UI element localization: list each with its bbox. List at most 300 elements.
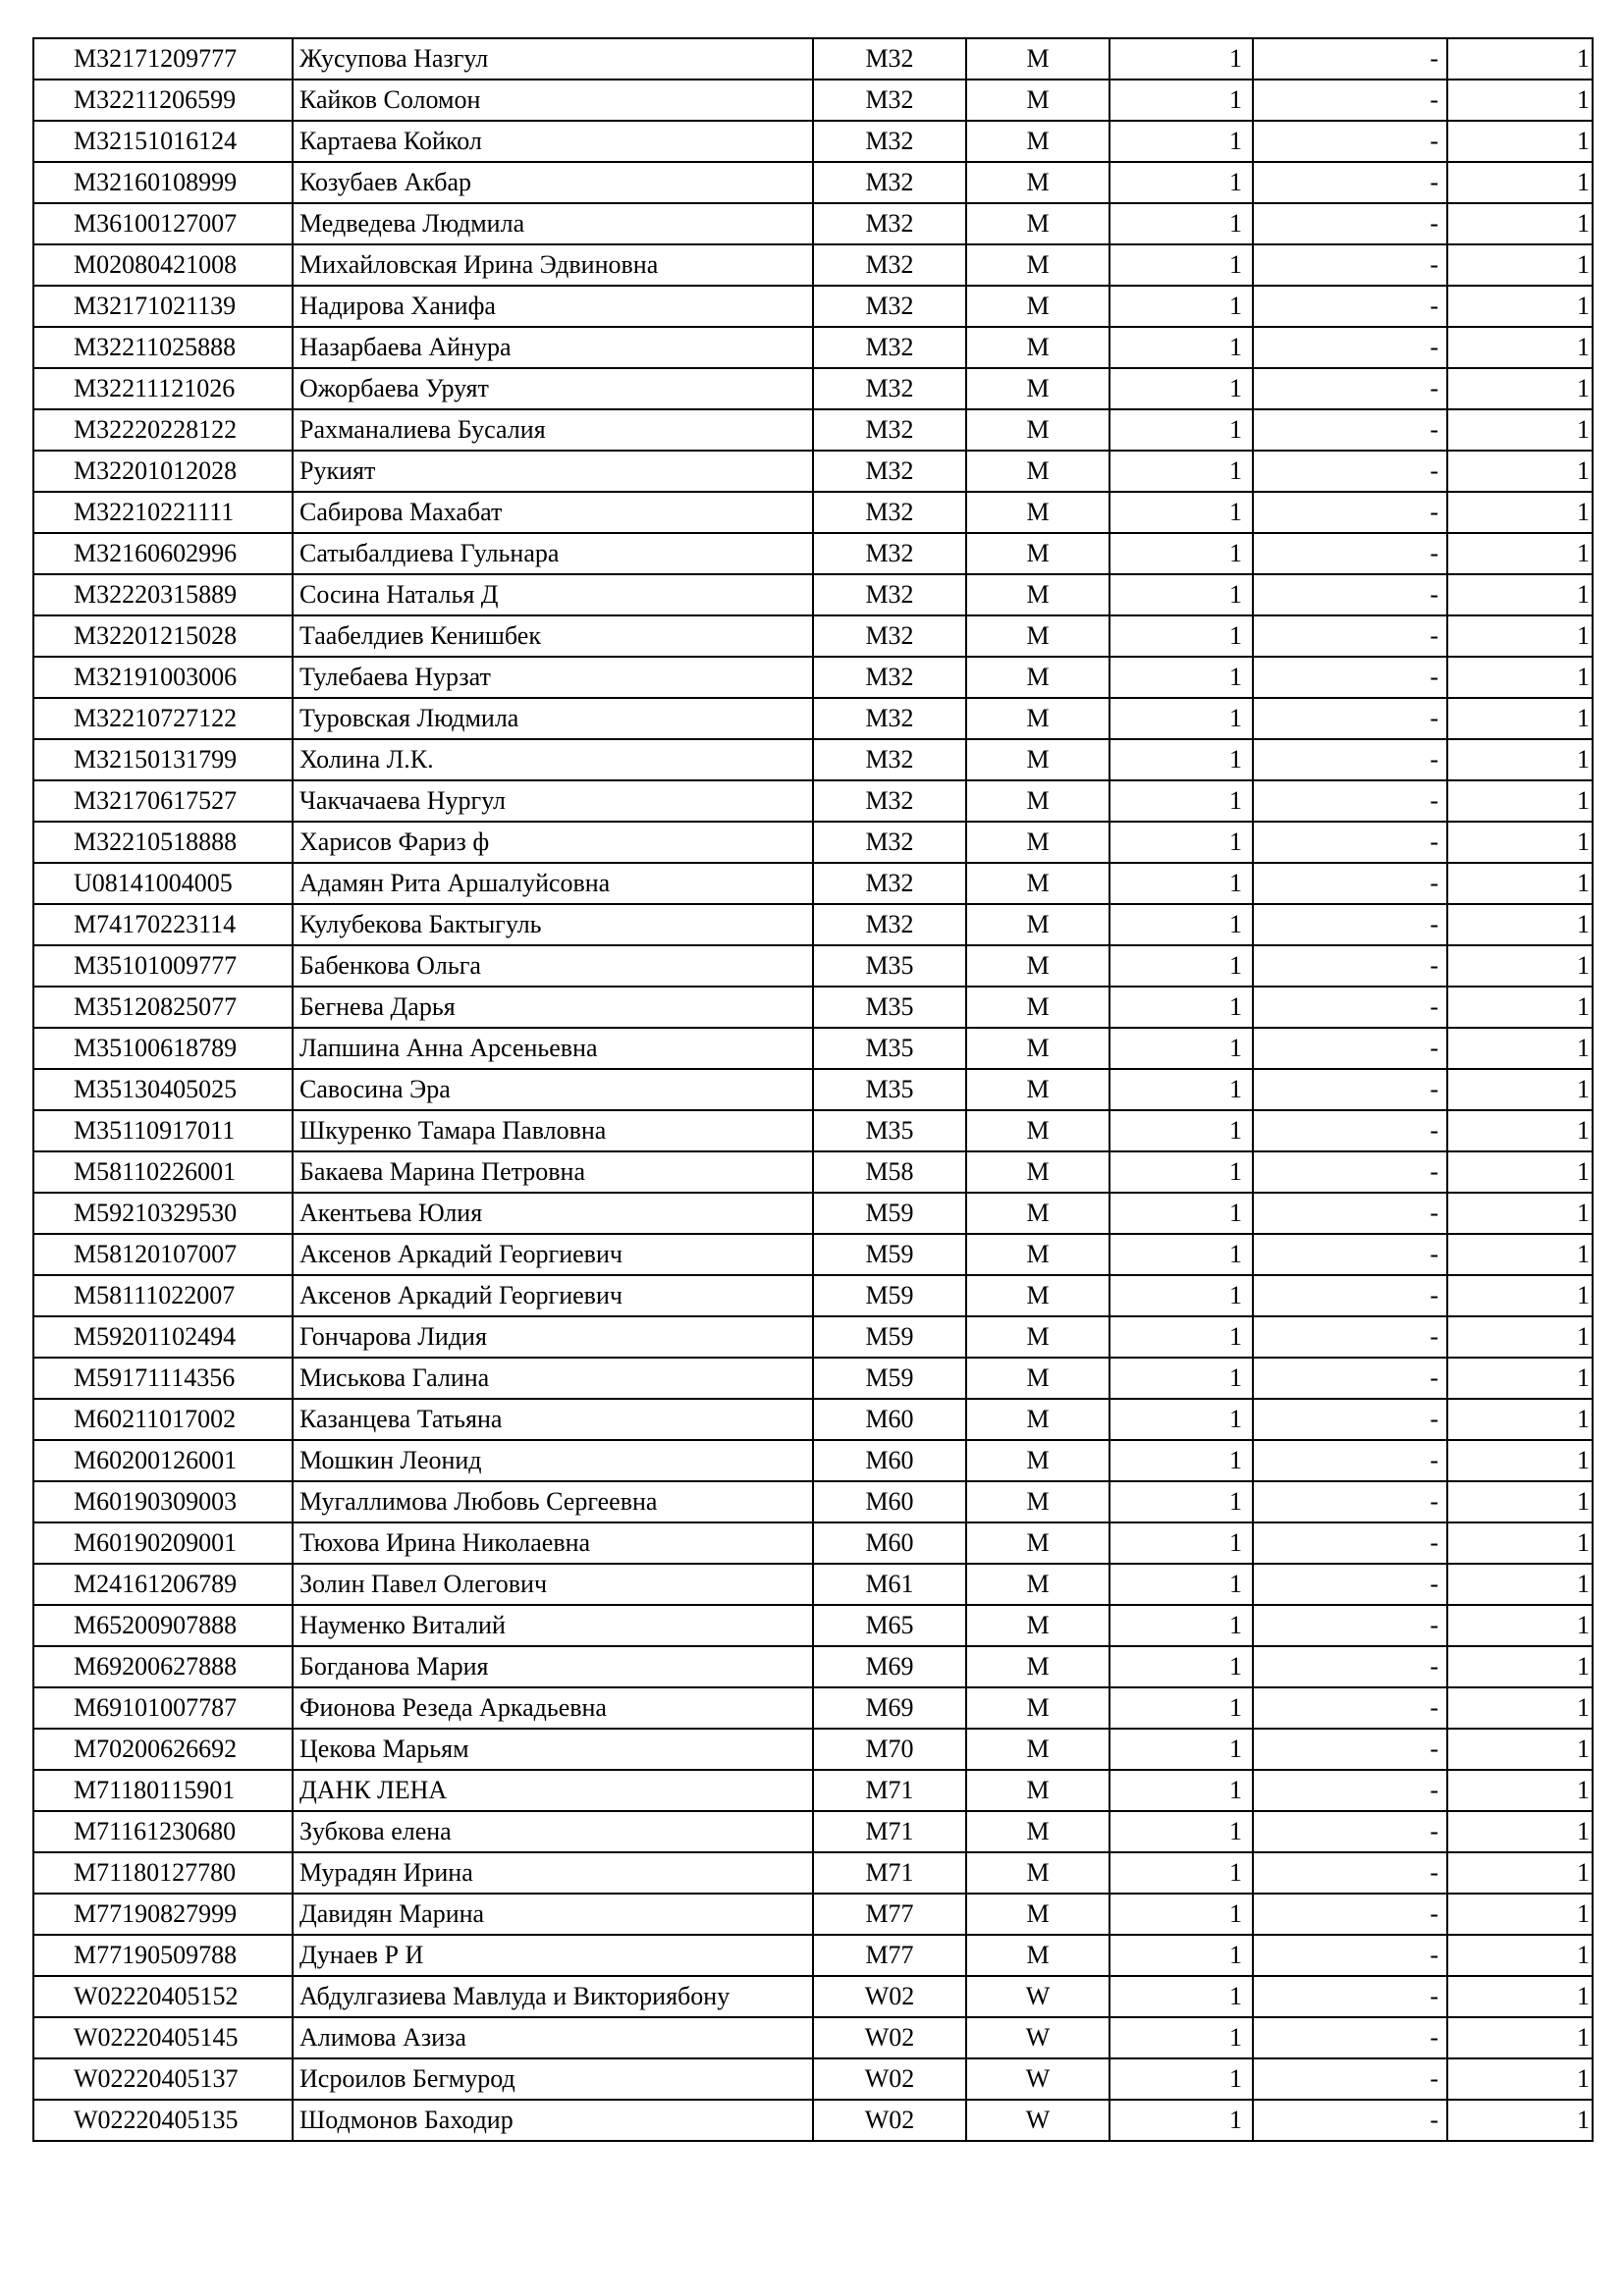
name-cell: Гончарова Лидия <box>293 1316 813 1358</box>
table-row <box>33 657 1593 698</box>
type-cell: M <box>966 1234 1110 1275</box>
dash-cell: - <box>1253 739 1447 780</box>
id-code-cell: M58111022007 <box>33 1275 293 1316</box>
type-cell: M <box>966 1399 1110 1440</box>
dash-cell: - <box>1253 1440 1447 1481</box>
group-cell: M32 <box>813 904 966 945</box>
type-cell: M <box>966 1811 1110 1852</box>
type-cell: M <box>966 1729 1110 1770</box>
id-code-cell: M35100618789 <box>33 1028 293 1069</box>
quantity-cell: 1 <box>1110 615 1253 657</box>
table-row <box>33 1894 1593 1935</box>
total-cell: 1 <box>1447 1440 1593 1481</box>
total-cell: 1 <box>1447 1110 1593 1151</box>
type-cell: M <box>966 162 1110 203</box>
table-row <box>33 904 1593 945</box>
name-cell: ДАНК ЛЕНА <box>293 1770 813 1811</box>
dash-cell: - <box>1253 1481 1447 1522</box>
name-cell: Жусупова Назгул <box>293 38 813 80</box>
id-code-cell: M32171209777 <box>33 38 293 80</box>
type-cell: M <box>966 1605 1110 1646</box>
table-row <box>33 574 1593 615</box>
total-cell: 1 <box>1447 987 1593 1028</box>
table-row <box>33 1399 1593 1440</box>
table-row <box>33 1852 1593 1894</box>
quantity-cell: 1 <box>1110 451 1253 492</box>
name-cell: Лапшина Анна Арсеньевна <box>293 1028 813 1069</box>
type-cell: M <box>966 698 1110 739</box>
type-cell: M <box>966 121 1110 162</box>
id-code-cell: M70200626692 <box>33 1729 293 1770</box>
name-cell: Кайков Соломон <box>293 80 813 121</box>
quantity-cell: 1 <box>1110 945 1253 987</box>
type-cell: M <box>966 1687 1110 1729</box>
quantity-cell: 1 <box>1110 1894 1253 1935</box>
quantity-cell: 1 <box>1110 863 1253 904</box>
name-cell: Тюхова Ирина Николаевна <box>293 1522 813 1564</box>
table-row <box>33 1193 1593 1234</box>
group-cell: M32 <box>813 162 966 203</box>
id-code-cell: M32170617527 <box>33 780 293 822</box>
id-code-cell: W02220405135 <box>33 2100 293 2141</box>
dash-cell: - <box>1253 987 1447 1028</box>
quantity-cell: 1 <box>1110 904 1253 945</box>
total-cell: 1 <box>1447 780 1593 822</box>
total-cell: 1 <box>1447 1935 1593 1976</box>
id-code-cell: M32211025888 <box>33 327 293 368</box>
id-code-cell: M60190309003 <box>33 1481 293 1522</box>
table-row <box>33 1440 1593 1481</box>
name-cell: Козубаев Акбар <box>293 162 813 203</box>
dash-cell: - <box>1253 1028 1447 1069</box>
table-row <box>33 945 1593 987</box>
table-row <box>33 1151 1593 1193</box>
group-cell: M35 <box>813 1028 966 1069</box>
group-cell: M32 <box>813 533 966 574</box>
id-code-cell: M77190827999 <box>33 1894 293 1935</box>
type-cell: M <box>966 492 1110 533</box>
group-cell: M70 <box>813 1729 966 1770</box>
id-code-cell: M77190509788 <box>33 1935 293 1976</box>
group-cell: M32 <box>813 574 966 615</box>
type-cell: M <box>966 1852 1110 1894</box>
id-code-cell: M65200907888 <box>33 1605 293 1646</box>
group-cell: M32 <box>813 80 966 121</box>
quantity-cell: 1 <box>1110 1316 1253 1358</box>
name-cell: Мурадян Ирина <box>293 1852 813 1894</box>
total-cell: 1 <box>1447 1481 1593 1522</box>
group-cell: M32 <box>813 244 966 286</box>
total-cell: 1 <box>1447 1687 1593 1729</box>
dash-cell: - <box>1253 1275 1447 1316</box>
group-cell: M32 <box>813 822 966 863</box>
type-cell: M <box>966 1193 1110 1234</box>
name-cell: Дунаев Р И <box>293 1935 813 1976</box>
id-code-cell: M32171021139 <box>33 286 293 327</box>
type-cell: M <box>966 451 1110 492</box>
type-cell: M <box>966 1069 1110 1110</box>
group-cell: M59 <box>813 1193 966 1234</box>
id-code-cell: M32220228122 <box>33 409 293 451</box>
quantity-cell: 1 <box>1110 1976 1253 2017</box>
type-cell: M <box>966 244 1110 286</box>
quantity-cell: 1 <box>1110 1440 1253 1481</box>
group-cell: M59 <box>813 1234 966 1275</box>
table-row <box>33 1069 1593 1110</box>
group-cell: M32 <box>813 327 966 368</box>
id-code-cell: M60200126001 <box>33 1440 293 1481</box>
table-row <box>33 409 1593 451</box>
name-cell: Давидян Марина <box>293 1894 813 1935</box>
name-cell: Зубкова елена <box>293 1811 813 1852</box>
table-row <box>33 1811 1593 1852</box>
dash-cell: - <box>1253 1935 1447 1976</box>
quantity-cell: 1 <box>1110 1151 1253 1193</box>
group-cell: M35 <box>813 945 966 987</box>
group-cell: M35 <box>813 1069 966 1110</box>
total-cell: 1 <box>1447 1151 1593 1193</box>
group-cell: W02 <box>813 1976 966 2017</box>
group-cell: M32 <box>813 451 966 492</box>
quantity-cell: 1 <box>1110 533 1253 574</box>
dash-cell: - <box>1253 945 1447 987</box>
dash-cell: - <box>1253 1605 1447 1646</box>
table-row <box>33 492 1593 533</box>
dash-cell: - <box>1253 1770 1447 1811</box>
type-cell: M <box>966 327 1110 368</box>
quantity-cell: 1 <box>1110 409 1253 451</box>
group-cell: M77 <box>813 1935 966 1976</box>
type-cell: W <box>966 1976 1110 2017</box>
quantity-cell: 1 <box>1110 1935 1253 1976</box>
table-row <box>33 1646 1593 1687</box>
total-cell: 1 <box>1447 1522 1593 1564</box>
table-row <box>33 615 1593 657</box>
quantity-cell: 1 <box>1110 1110 1253 1151</box>
name-cell: Аксенов Аркадий Георгиевич <box>293 1275 813 1316</box>
type-cell: M <box>966 1028 1110 1069</box>
table-row <box>33 1028 1593 1069</box>
id-code-cell: M32201012028 <box>33 451 293 492</box>
total-cell: 1 <box>1447 162 1593 203</box>
table-row <box>33 121 1593 162</box>
name-cell: Казанцева Татьяна <box>293 1399 813 1440</box>
type-cell: M <box>966 286 1110 327</box>
total-cell: 1 <box>1447 904 1593 945</box>
table-row <box>33 1976 1593 2017</box>
type-cell: M <box>966 904 1110 945</box>
dash-cell: - <box>1253 533 1447 574</box>
type-cell: M <box>966 1564 1110 1605</box>
table-row <box>33 1935 1593 1976</box>
quantity-cell: 1 <box>1110 1522 1253 1564</box>
id-code-cell: M59210329530 <box>33 1193 293 1234</box>
name-cell: Медведева Людмила <box>293 203 813 244</box>
quantity-cell: 1 <box>1110 80 1253 121</box>
total-cell: 1 <box>1447 409 1593 451</box>
table-row <box>33 1687 1593 1729</box>
id-code-cell: M32210727122 <box>33 698 293 739</box>
total-cell: 1 <box>1447 451 1593 492</box>
type-cell: M <box>966 1275 1110 1316</box>
id-code-cell: M74170223114 <box>33 904 293 945</box>
dash-cell: - <box>1253 1316 1447 1358</box>
name-cell: Науменко Виталий <box>293 1605 813 1646</box>
group-cell: M32 <box>813 38 966 80</box>
total-cell: 1 <box>1447 1976 1593 2017</box>
name-cell: Савосина Эра <box>293 1069 813 1110</box>
type-cell: W <box>966 2058 1110 2100</box>
name-cell: Исроилов Бегмурод <box>293 2058 813 2100</box>
quantity-cell: 1 <box>1110 327 1253 368</box>
dash-cell: - <box>1253 1811 1447 1852</box>
dash-cell: - <box>1253 409 1447 451</box>
total-cell: 1 <box>1447 286 1593 327</box>
table-row <box>33 2058 1593 2100</box>
id-code-cell: M71180127780 <box>33 1852 293 1894</box>
quantity-cell: 1 <box>1110 1852 1253 1894</box>
total-cell: 1 <box>1447 863 1593 904</box>
table-row <box>33 1770 1593 1811</box>
table-row <box>33 1729 1593 1770</box>
total-cell: 1 <box>1447 1358 1593 1399</box>
total-cell: 1 <box>1447 121 1593 162</box>
total-cell: 1 <box>1447 1028 1593 1069</box>
table-row <box>33 1110 1593 1151</box>
dash-cell: - <box>1253 286 1447 327</box>
dash-cell: - <box>1253 574 1447 615</box>
quantity-cell: 1 <box>1110 162 1253 203</box>
dash-cell: - <box>1253 1687 1447 1729</box>
id-code-cell: M59201102494 <box>33 1316 293 1358</box>
total-cell: 1 <box>1447 2058 1593 2100</box>
name-cell: Мошкин Леонид <box>293 1440 813 1481</box>
id-code-cell: M32191003006 <box>33 657 293 698</box>
quantity-cell: 1 <box>1110 574 1253 615</box>
quantity-cell: 1 <box>1110 657 1253 698</box>
type-cell: M <box>966 1770 1110 1811</box>
id-code-cell: M32210221111 <box>33 492 293 533</box>
total-cell: 1 <box>1447 1234 1593 1275</box>
group-cell: M65 <box>813 1605 966 1646</box>
type-cell: M <box>966 822 1110 863</box>
total-cell: 1 <box>1447 945 1593 987</box>
table-row <box>33 1481 1593 1522</box>
name-cell: Михайловская Ирина Эдвиновна <box>293 244 813 286</box>
type-cell: M <box>966 1646 1110 1687</box>
group-cell: M32 <box>813 698 966 739</box>
table-row <box>33 1358 1593 1399</box>
dash-cell: - <box>1253 1894 1447 1935</box>
name-cell: Рахманалиева Бусалия <box>293 409 813 451</box>
group-cell: M32 <box>813 492 966 533</box>
total-cell: 1 <box>1447 38 1593 80</box>
id-code-cell: M32160602996 <box>33 533 293 574</box>
total-cell: 1 <box>1447 1275 1593 1316</box>
group-cell: M32 <box>813 657 966 698</box>
name-cell: Картаева Койкол <box>293 121 813 162</box>
dash-cell: - <box>1253 698 1447 739</box>
type-cell: M <box>966 1481 1110 1522</box>
name-cell: Фионова Резеда Аркадьевна <box>293 1687 813 1729</box>
type-cell: M <box>966 368 1110 409</box>
dash-cell: - <box>1253 1399 1447 1440</box>
group-cell: M32 <box>813 863 966 904</box>
total-cell: 1 <box>1447 698 1593 739</box>
type-cell: M <box>966 1935 1110 1976</box>
quantity-cell: 1 <box>1110 1399 1253 1440</box>
id-code-cell: U08141004005 <box>33 863 293 904</box>
table-body <box>33 38 1593 2141</box>
total-cell: 1 <box>1447 615 1593 657</box>
total-cell: 1 <box>1447 1193 1593 1234</box>
total-cell: 1 <box>1447 368 1593 409</box>
name-cell: Мугаллимова Любовь Сергеевна <box>293 1481 813 1522</box>
quantity-cell: 1 <box>1110 1028 1253 1069</box>
table-row <box>33 1316 1593 1358</box>
dash-cell: - <box>1253 1069 1447 1110</box>
dash-cell: - <box>1253 2100 1447 2141</box>
quantity-cell: 1 <box>1110 286 1253 327</box>
total-cell: 1 <box>1447 327 1593 368</box>
group-cell: W02 <box>813 2017 966 2058</box>
id-code-cell: M32151016124 <box>33 121 293 162</box>
dash-cell: - <box>1253 904 1447 945</box>
group-cell: W02 <box>813 2100 966 2141</box>
type-cell: M <box>966 80 1110 121</box>
dash-cell: - <box>1253 1151 1447 1193</box>
dash-cell: - <box>1253 38 1447 80</box>
table-row <box>33 698 1593 739</box>
quantity-cell: 1 <box>1110 822 1253 863</box>
type-cell: W <box>966 2100 1110 2141</box>
quantity-cell: 1 <box>1110 203 1253 244</box>
group-cell: M59 <box>813 1358 966 1399</box>
group-cell: M60 <box>813 1440 966 1481</box>
quantity-cell: 1 <box>1110 1193 1253 1234</box>
id-code-cell: M32211121026 <box>33 368 293 409</box>
name-cell: Адамян Рита Аршалуйсовна <box>293 863 813 904</box>
quantity-cell: 1 <box>1110 38 1253 80</box>
group-cell: M58 <box>813 1151 966 1193</box>
name-cell: Сатыбалдиева Гульнара <box>293 533 813 574</box>
id-code-cell: M02080421008 <box>33 244 293 286</box>
dash-cell: - <box>1253 1976 1447 2017</box>
total-cell: 1 <box>1447 80 1593 121</box>
id-code-cell: M60211017002 <box>33 1399 293 1440</box>
quantity-cell: 1 <box>1110 1811 1253 1852</box>
table-row <box>33 987 1593 1028</box>
group-cell: M32 <box>813 615 966 657</box>
name-cell: Шодмонов Баходир <box>293 2100 813 2141</box>
name-cell: Надирова Ханифа <box>293 286 813 327</box>
dash-cell: - <box>1253 615 1447 657</box>
id-code-cell: W02220405145 <box>33 2017 293 2058</box>
dash-cell: - <box>1253 1729 1447 1770</box>
name-cell: Сабирова Махабат <box>293 492 813 533</box>
total-cell: 1 <box>1447 492 1593 533</box>
total-cell: 1 <box>1447 739 1593 780</box>
data-table <box>32 37 1594 2142</box>
dash-cell: - <box>1253 451 1447 492</box>
name-cell: Абдулгазиева Мавлуда и Викториябону <box>293 1976 813 2017</box>
total-cell: 1 <box>1447 533 1593 574</box>
id-code-cell: W02220405137 <box>33 2058 293 2100</box>
id-code-cell: M32201215028 <box>33 615 293 657</box>
dash-cell: - <box>1253 2058 1447 2100</box>
total-cell: 1 <box>1447 1729 1593 1770</box>
group-cell: M60 <box>813 1399 966 1440</box>
id-code-cell: M32220315889 <box>33 574 293 615</box>
quantity-cell: 1 <box>1110 2100 1253 2141</box>
quantity-cell: 1 <box>1110 1234 1253 1275</box>
quantity-cell: 1 <box>1110 121 1253 162</box>
name-cell: Бабенкова Ольга <box>293 945 813 987</box>
quantity-cell: 1 <box>1110 739 1253 780</box>
table-row <box>33 327 1593 368</box>
type-cell: M <box>966 863 1110 904</box>
name-cell: Бегнева Дарья <box>293 987 813 1028</box>
name-cell: Шкуренко Тамара Павловна <box>293 1110 813 1151</box>
group-cell: M32 <box>813 409 966 451</box>
name-cell: Аксенов Аркадий Георгиевич <box>293 1234 813 1275</box>
total-cell: 1 <box>1447 1069 1593 1110</box>
group-cell: M60 <box>813 1522 966 1564</box>
name-cell: Сосина Наталья Д <box>293 574 813 615</box>
id-code-cell: M32210518888 <box>33 822 293 863</box>
dash-cell: - <box>1253 1852 1447 1894</box>
id-code-cell: W02220405152 <box>33 1976 293 2017</box>
type-cell: M <box>966 780 1110 822</box>
group-cell: W02 <box>813 2058 966 2100</box>
dash-cell: - <box>1253 1646 1447 1687</box>
total-cell: 1 <box>1447 574 1593 615</box>
table-row <box>33 244 1593 286</box>
total-cell: 1 <box>1447 1852 1593 1894</box>
name-cell: Харисов Фариз ф <box>293 822 813 863</box>
quantity-cell: 1 <box>1110 1358 1253 1399</box>
type-cell: M <box>966 945 1110 987</box>
name-cell: Цекова Марьям <box>293 1729 813 1770</box>
quantity-cell: 1 <box>1110 1481 1253 1522</box>
name-cell: Таабелдиев Кенишбек <box>293 615 813 657</box>
quantity-cell: 1 <box>1110 368 1253 409</box>
dash-cell: - <box>1253 822 1447 863</box>
dash-cell: - <box>1253 492 1447 533</box>
table-row <box>33 1234 1593 1275</box>
id-code-cell: M71180115901 <box>33 1770 293 1811</box>
quantity-cell: 1 <box>1110 492 1253 533</box>
total-cell: 1 <box>1447 2100 1593 2141</box>
type-cell: M <box>966 1358 1110 1399</box>
quantity-cell: 1 <box>1110 1069 1253 1110</box>
quantity-cell: 1 <box>1110 698 1253 739</box>
total-cell: 1 <box>1447 2017 1593 2058</box>
name-cell: Акентьева Юлия <box>293 1193 813 1234</box>
table-row <box>33 162 1593 203</box>
table-row <box>33 863 1593 904</box>
type-cell: M <box>966 1522 1110 1564</box>
table-row <box>33 1522 1593 1564</box>
group-cell: M69 <box>813 1646 966 1687</box>
id-code-cell: M36100127007 <box>33 203 293 244</box>
id-code-cell: M58110226001 <box>33 1151 293 1193</box>
dash-cell: - <box>1253 2017 1447 2058</box>
quantity-cell: 1 <box>1110 1605 1253 1646</box>
quantity-cell: 1 <box>1110 780 1253 822</box>
dash-cell: - <box>1253 327 1447 368</box>
group-cell: M60 <box>813 1481 966 1522</box>
